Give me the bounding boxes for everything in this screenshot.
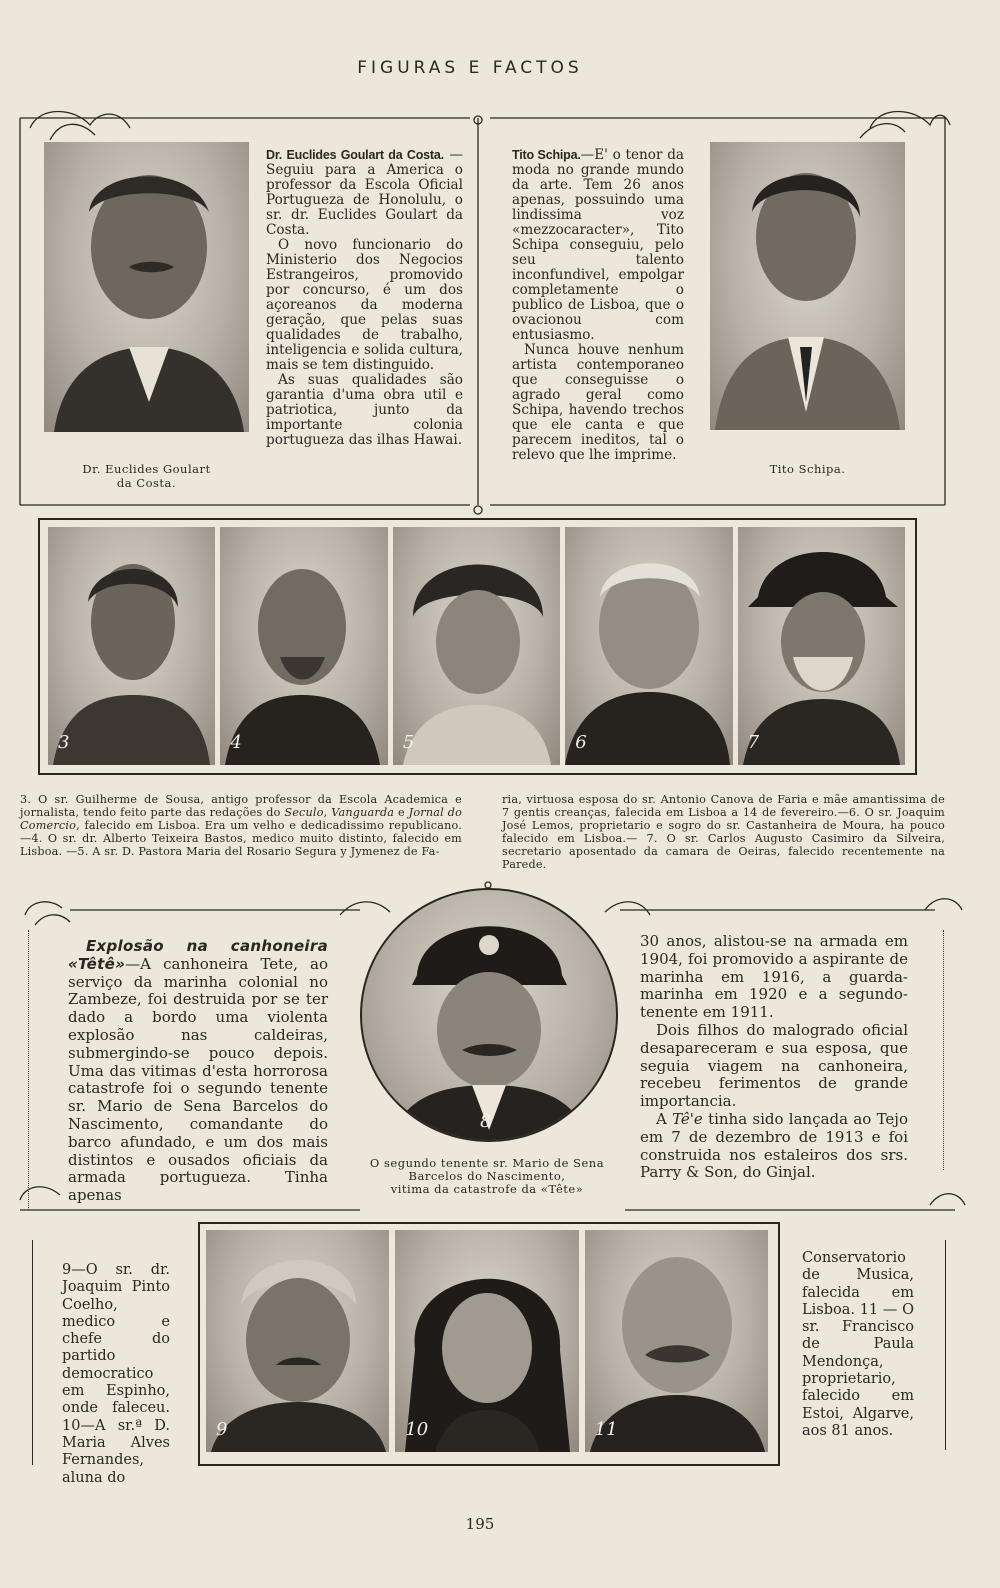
page-number: 195 — [465, 1515, 495, 1533]
strip2-caption-left: 9—O sr. dr. Joaquim Pinto Coelho, medico e chefe do partido democratico em Espinho, onde faleceu. 10—A sr.ª D. Maria Alves Fernandes, aluna do — [62, 1262, 170, 1486]
photo-tito-schipa — [710, 142, 905, 430]
page-header: FIGURAS E FACTOS — [357, 58, 583, 78]
caption-schipa: Tito Schipa. — [769, 462, 846, 476]
explosao-title: Explosão na canhoneira — [86, 937, 328, 955]
photo-4: 4 — [220, 527, 387, 765]
photo-8-oval: 8 — [360, 888, 618, 1142]
strip2-left-rule — [32, 1240, 33, 1465]
naval-officer-portrait-icon — [362, 890, 616, 1140]
photo-euclides-goulart — [44, 142, 249, 432]
strip2-right-rule — [945, 1240, 946, 1450]
portrait-silhouette-icon — [393, 527, 558, 765]
article-explosao-right: 30 anos, alistou-se na armada em 1904, foi promovido a aspirante de marinha em 1916, a guarda-marinha em 1920 e a segundo-tenente em 1911. Dois filhos do malogrado oficial desapareceram e sua esposa, que seguia viagem na canhoneira, recebeu ferimentos de grande importancia. A Tê'e tinha sido lançada ao Tejo em 7 de dezembro de 1913 e foi construida nos estaleiros dos srs. Parry & Son, do Ginjal. — [640, 932, 908, 1182]
article-explosao-left: Explosão na canhoneira «Têtê»—A canhoneira Tete, ao serviço da marinha colonial no Zambeze, foi destruida por se ter dado a bordo uma violenta explosão nas caldeiras, submergindo-se pouco depois. Uma das vitimas d'esta horrorosa catastrofe foi o segundo tenente sr. Mario de Sena Barcelos do Nascimento, comandante do barco afundado, e um dos mais distintos e ousados oficiais da armada portugueza. Tinha apenas — [68, 937, 328, 1205]
photo-9: 9 — [206, 1230, 389, 1452]
article-schipa: Tito Schipa.—E' o tenor da moda no grande mundo da arte. Tem 26 anos apenas, possuindo uma lindissima voz «mezzocaracter», Tito Schipa conseguiu, pelo seu talento inconfundivel, empolgar completamente o publico de Lisboa, que o ovacionou com entusiasmo. Nunca houve nenhum artista contemporaneo que conseguisse o agrado geral como Schipa, havendo trechos que ele canta e que parecem ineditos, tal o relevo que lhe imprime. — [512, 147, 684, 463]
right-dotted-border — [943, 930, 950, 1170]
portrait-silhouette-icon — [738, 527, 903, 765]
strip2-caption-right: Conservatorio de Musica, falecida em Lisboa. 11 — O sr. Francisco de Paula Mendonça, proprietario, falecido em Estoi, Algarve, aos 81 anos. — [802, 1250, 914, 1439]
strip1-caption-right: ria, virtuosa esposa do sr. Antonio Canova de Faria e mãe amantissima de 7 gentis creanças, falecida em Lisboa a 14 de fevereiro.—6. O sr. Joaquim José Lemos, proprietario e sogro do sr. Castanheira de Moura, ha pouco falecido em Lisboa.— 7. O sr. Carlos Augusto Casimiro da Silveira, secretario aposentado da camara de Oeiras, falecido recentemente na Parede. — [502, 793, 945, 871]
portrait-silhouette-icon — [565, 527, 730, 765]
strip2-photos — [206, 1230, 768, 1452]
photo-5: 5 — [393, 527, 560, 765]
photo-3: 3 — [48, 527, 215, 765]
photo-10: 10 — [395, 1230, 578, 1452]
portrait-silhouette-icon — [206, 1230, 389, 1452]
portrait-silhouette-icon — [220, 527, 385, 765]
portrait-silhouette-icon — [710, 142, 905, 430]
strip1-photos — [48, 527, 905, 765]
euclides-heading: Dr. Euclides Goulart da Costa. — [266, 148, 444, 162]
article-euclides: Dr. Euclides Goulart da Costa. — Seguiu para a America o professor da Escola Oficial Portugueza de Honolulu, o sr. dr. Euclides Goulart da Costa. O novo funcionario do Ministerio dos Negocios Estrangeiros, promovido por concurso, é um dos açoreanos da moderna geração, que pelas suas qualidades de trabalho, inteligencia e solida cultura, mais se tem distinguido. As suas qualidades são garantia d'uma obra util e patriotica, junto da importante colonia portugueza das ilhas Hawai. — [266, 147, 463, 448]
portrait-silhouette-icon — [48, 527, 213, 765]
left-dotted-border — [28, 930, 35, 1210]
caption-euclides: Dr. Euclides Goulart da Costa. — [82, 462, 211, 490]
schipa-heading: Tito Schipa. — [512, 148, 581, 162]
photo-11: 11 — [585, 1230, 768, 1452]
portrait-silhouette-icon — [44, 142, 249, 432]
caption-photo-8: O segundo tenente sr. Mario de Sena Barcelos do Nascimento, vitima da catastrofe da «Tête» — [369, 1156, 605, 1196]
photo-6: 6 — [565, 527, 732, 765]
photo-7: 7 — [738, 527, 905, 765]
strip1-caption-left: 3. O sr. Guilherme de Sousa, antigo professor da Escola Academica e jornalista, tendo feito parte das redações do Seculo, Vanguarda e Jornal do Comercio, falecido em Lisboa. Era um velho e dedicadissimo republicano.—4. O sr. dr. Alberto Teixeira Bastos, medico muito distinto, falecido em Lisboa. —5. A sr. D. Pastora Maria del Rosario Segura y Jymenez de Fa- — [20, 793, 463, 858]
